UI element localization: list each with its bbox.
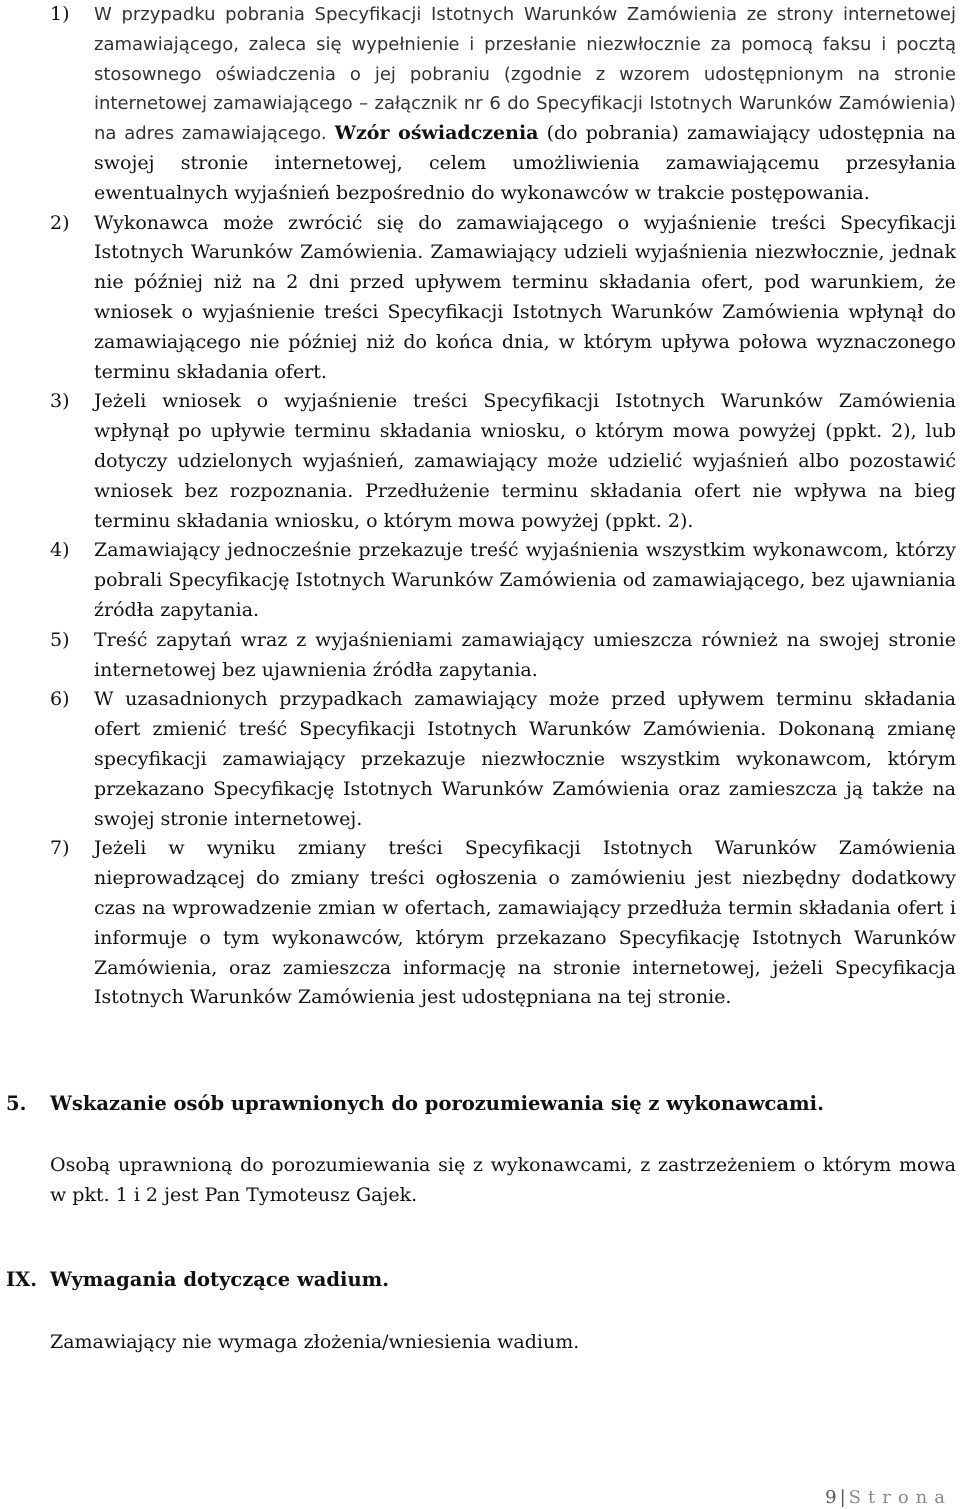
list-item-number: 7)	[50, 837, 70, 860]
section-title: Wymagania dotyczące wadium.	[50, 1268, 390, 1291]
list-item-text: Jeżeli w wyniku zmiany treści Specyfikacji Istotnych Warunków Zamówienia nieprowadzącej do zmiany treści ogłoszenia o zamówieniu jest niezbędny dodatkowy czas na wprowadzenie zmian w ofertach, zamawiający przedłuża termin składania ofert i informuje o tym wykonawców, którym przekazano Specyfikację Istotnych Warunków Zamówienia, oraz zamieszcza informację na stronie internetowej, jeżeli Specyfikacja Istotnych Warunków Zamówienia jest udostępniana na tej stronie.	[94, 837, 956, 1009]
list-item	[0, 626, 960, 686]
list-item	[0, 0, 960, 209]
list-item-text: Wykonawca może zwrócić się do zamawiającego o wyjaśnienie treści Specyfikacji Istotnych Warunków Zamówienia. Zamawiający udzieli wyjaśnienia niezwłocznie, jednak nie później niż na 2 dni przed upływem terminu składania ofert, pod warunkiem, że wniosek o wyjaśnienie treści Specyfikacji Istotnych Warunków Zamówienia wpłynął do zamawiającego nie później niż do końca dnia, w którym upływa połowa wyznaczonego terminu składania ofert.	[94, 211, 956, 383]
section-number: 5.	[6, 1092, 27, 1115]
list-item-number: 6)	[50, 688, 70, 711]
list-item-text: Zamawiający jednocześnie przekazuje treść wyjaśnienia wszystkim wykonawcom, którzy pobrali Specyfikację Istotnych Warunków Zamówienia od zamawiającego, bez ujawniania źródła zapytania.	[94, 539, 956, 621]
section-paragraph: Zamawiający nie wymaga złożenia/wniesienia wadium.	[50, 1331, 580, 1353]
list-item-text-part-b: 6 do Specyfikacji Istotnych Warunków Zamówienia) na adres zamawiającego.	[94, 93, 956, 145]
list-item-number: 2)	[50, 211, 70, 234]
list-item	[0, 209, 960, 388]
bold-phrase: Wzór oświadczenia	[334, 122, 539, 145]
list-item-number: 3)	[50, 390, 70, 413]
list-item-number: 4)	[50, 539, 70, 562]
footer-separator: |	[839, 1487, 846, 1508]
list-item-number: 5)	[50, 628, 70, 651]
list-item-text: Jeżeli wniosek o wyjaśnienie treści Specyfikacji Istotnych Warunków Zamówienia wpłynął po upływie terminu składania wniosku, o którym mowa powyżej (ppkt. 2), lub dotyczy udzielonych wyjaśnień, zamawiający może udzielić wyjaśnień albo pozostawić wniosek bez rozpoznania. Przedłużenie terminu składania ofert nie wpływa na bieg terminu składania wniosku, o którym mowa powyżej (ppkt. 2).	[94, 390, 956, 532]
section-number: IX.	[6, 1268, 38, 1291]
list-item	[0, 387, 960, 536]
page-number: 9	[825, 1487, 837, 1508]
list-item-text: Treść zapytań wraz z wyjaśnieniami zamawiający umieszcza również na swojej stronie internetowej bez ujawnienia źródła zapytania.	[94, 628, 956, 681]
list-item-text	[94, 0, 956, 209]
list-item	[0, 536, 960, 625]
list-item	[0, 685, 960, 834]
list-item-text-part-a: W przypadku pobrania Specyfikacji Istotnych Warunków Zamówienia ze strony internetowej zamawiającego, zaleca się wypełnienie i przesłanie niezwłocznie za pomocą faksu i pocztą stosownego oświadczenia o jej pobraniu (zgodnie z wzorem udostępnionym na stronie internetowej zamawiającego – załącznik nr	[94, 4, 956, 115]
list-item-text: W uzasadnionych przypadkach zamawiający może przed upływem terminu składania ofert zmienić treść Specyfikacji Istotnych Warunków Zamówienia. Dokonaną zmianę specyfikacji zamawiający przekazuje niezwłocznie wszystkim wykonawcom, którym przekazano Specyfikację Istotnych Warunków Zamówienia oraz zamieszcza ją także na swojej stronie internetowej.	[94, 688, 956, 830]
list-item-number: 1)	[50, 3, 70, 25]
page-footer	[825, 1487, 952, 1508]
list-item	[0, 834, 960, 1013]
page-label: Strona	[848, 1487, 952, 1508]
section-title: Wskazanie osób uprawnionych do porozumiewania się z wykonawcami.	[50, 1092, 824, 1115]
section-paragraph: Osobą uprawnioną do porozumiewania się z wykonawcami, z zastrzeżeniem o którym mowa w pkt. 1 i 2 jest Pan Tymoteusz Gajek.	[50, 1154, 956, 1206]
list-item-text-part-c: (do pobrania) zamawiający udostępnia na swojej stronie internetowej, celem umożliwienia zamawiającemu przesyłania ewentualnych wyjaśnień bezpośrednio do wykonawców w trakcie postępowania.	[94, 122, 957, 204]
